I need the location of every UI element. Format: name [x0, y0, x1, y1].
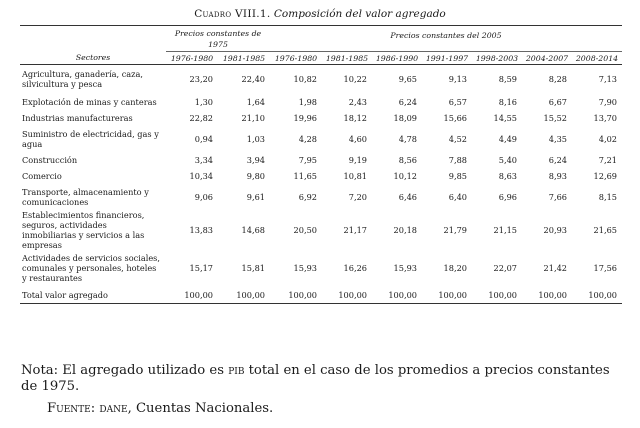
table-row: [20, 184, 622, 210]
value-cell: 21,42: [543, 263, 567, 273]
value-cell: 4,78: [398, 133, 417, 144]
value-cell: 1,64: [246, 96, 265, 107]
value-cell: 9,80: [246, 170, 265, 181]
value-cell: 100,00: [338, 289, 367, 300]
group-header-1975: Precios constantes de 1975: [166, 26, 270, 52]
note-abbr: pib: [228, 363, 245, 378]
period-header: 1981-1985: [325, 53, 369, 63]
value-cell: 5,40: [498, 154, 517, 165]
sector-label: Construcción: [22, 154, 78, 165]
value-cell: 6,57: [448, 96, 467, 107]
sector-label: Total valor agregado: [22, 289, 108, 300]
sector-label: Transporte, almacenamiento y comunicaciones: [22, 186, 149, 207]
table-row: [20, 94, 622, 110]
value-cell: 21,65: [593, 224, 617, 235]
value-cell: 9,65: [398, 74, 417, 85]
value-cell: 8,63: [498, 170, 517, 181]
note-prefix: Nota: El agregado utilizado es: [21, 363, 229, 378]
value-cell: 23,20: [189, 74, 213, 85]
source-abbr: dane: [99, 401, 128, 416]
value-cell: 10,12: [393, 170, 417, 181]
value-cell: 9,06: [194, 191, 213, 202]
value-cell: 15,81: [241, 263, 265, 273]
period-header: 1976-1980: [170, 53, 214, 63]
table-row: [20, 65, 622, 94]
value-cell: 2,43: [348, 96, 367, 107]
value-cell: 9,61: [246, 191, 265, 202]
value-cell: 18,12: [343, 112, 367, 123]
value-cell: 4,35: [548, 133, 567, 144]
value-cell: 6,92: [298, 191, 317, 202]
value-cell: 4,52: [448, 133, 467, 144]
sector-label: Suministro de electricidad, gas y agua: [22, 128, 159, 149]
value-cell: 100,00: [388, 289, 417, 300]
value-cell: 6,67: [548, 96, 567, 107]
value-cell: 8,59: [498, 74, 517, 85]
value-cell: 1,98: [298, 96, 317, 107]
value-cell: 100,00: [236, 289, 265, 300]
value-cell: 1,30: [194, 96, 213, 107]
source-text: , Cuentas Nacionales.: [127, 401, 274, 416]
sector-label: Establecimientos financieros, seguros, actividades inmobiliarias y servicios a las empresas: [22, 209, 145, 250]
value-cell: 10,22: [343, 74, 367, 85]
value-cell: 22,82: [189, 112, 213, 123]
value-cell: 100,00: [588, 289, 617, 300]
value-cell: 10,82: [293, 74, 317, 85]
period-header: 2004-2007: [525, 53, 569, 63]
value-cell: 11,65: [293, 170, 317, 181]
value-cell: 8,28: [548, 74, 567, 85]
sector-label: Agricultura, ganadería, caza, silvicultura y pesca: [22, 69, 143, 90]
sector-label: Industrias manufactureras: [22, 112, 133, 123]
value-cell: 17,56: [593, 263, 617, 273]
value-cell: 21,15: [493, 224, 517, 235]
period-header: 2008-2014: [575, 53, 619, 63]
value-cell: 15,93: [393, 263, 417, 273]
table-row: [20, 168, 622, 184]
period-header: 1998-2003: [475, 53, 519, 63]
source-label: Fuente:: [47, 401, 96, 416]
value-cell: 10,34: [189, 170, 213, 181]
value-cell: 3,94: [246, 154, 265, 165]
value-cell: 100,00: [288, 289, 317, 300]
value-cell: 20,18: [393, 224, 417, 235]
group-header-2005: Precios constantes del 2005: [270, 26, 622, 52]
value-cell: 100,00: [184, 289, 213, 300]
period-header: 1976-1980: [274, 53, 318, 63]
value-cell: 21,17: [343, 224, 367, 235]
table-row: [20, 250, 622, 287]
value-cell: 6,96: [498, 191, 517, 202]
period-header: 1991-1997: [425, 53, 469, 63]
sectors-header: Sectores: [75, 53, 111, 63]
table-row: [20, 126, 622, 152]
table-row: [20, 210, 622, 250]
period-header: 1986-1990: [375, 53, 419, 63]
period-header: 1981-1985: [222, 53, 266, 63]
table-row: [20, 110, 622, 126]
value-cell: 14,55: [493, 112, 517, 123]
value-cell: 21,79: [443, 224, 467, 235]
value-cell: 6,24: [548, 154, 567, 165]
sector-label: Comercio: [22, 170, 62, 181]
value-cell: 8,56: [398, 154, 417, 165]
value-cell: 13,70: [593, 112, 617, 123]
value-cell: 6,40: [448, 191, 467, 202]
value-cell: 19,96: [293, 112, 317, 123]
value-cell: 14,68: [241, 224, 265, 235]
empty-header-cell: [20, 26, 166, 52]
value-cell: 20,50: [293, 224, 317, 235]
sector-label: Explotación de minas y canteras: [22, 96, 157, 107]
value-cell: 13,83: [189, 224, 213, 235]
value-cell: 7,88: [448, 154, 467, 165]
value-cell: 8,93: [548, 170, 567, 181]
value-cell: 9,19: [348, 154, 367, 165]
value-cell: 22,40: [241, 74, 265, 85]
table-row: [20, 287, 622, 304]
value-cell: 7,21: [598, 154, 617, 165]
caption-title: Composición del valor agregado: [273, 8, 446, 20]
value-cell: 4,28: [298, 133, 317, 144]
sector-label: Actividades de servicios sociales, comunales y personales, hoteles y restaurantes: [22, 253, 160, 283]
value-cell: 18,20: [443, 263, 467, 273]
value-cell: 0,94: [194, 133, 213, 144]
value-cell: 22,07: [493, 263, 517, 273]
value-cell: 4,60: [348, 133, 367, 144]
value-cell: 100,00: [538, 289, 567, 300]
table-row: [20, 152, 622, 168]
value-cell: 4,02: [598, 133, 617, 144]
value-cell: 9,85: [448, 170, 467, 181]
value-cell: 15,52: [543, 112, 567, 123]
value-cell: 1,03: [246, 133, 265, 144]
value-cell: 15,17: [189, 263, 213, 273]
value-cell: 15,93: [293, 263, 317, 273]
value-cell: 7,13: [598, 74, 617, 85]
note-suffix: total en el caso de los promedios a precios constantes de 1975.: [21, 363, 610, 394]
value-cell: 8,15: [598, 191, 617, 202]
value-cell: 18,09: [393, 112, 417, 123]
value-cell: 20,93: [543, 224, 567, 235]
value-cell: 4,49: [498, 133, 517, 144]
value-cell: 7,90: [598, 96, 617, 107]
value-cell: 100,00: [488, 289, 517, 300]
value-cell: 7,95: [298, 154, 317, 165]
value-cell: 3,34: [194, 154, 213, 165]
table-note: [21, 363, 621, 395]
value-cell: 8,16: [498, 96, 517, 107]
value-added-table: [20, 25, 622, 304]
value-cell: 9,13: [448, 74, 467, 85]
table-source: [47, 401, 273, 416]
value-cell: 10,81: [343, 170, 367, 181]
value-cell: 7,66: [548, 191, 567, 202]
value-cell: 21,10: [241, 112, 265, 123]
value-cell: 12,69: [593, 170, 617, 181]
value-cell: 15,66: [443, 112, 467, 123]
caption-number: Cuadro VIII.1.: [194, 8, 271, 20]
value-cell: 7,20: [348, 191, 367, 202]
value-cell: 6,24: [398, 96, 417, 107]
value-cell: 100,00: [438, 289, 467, 300]
value-cell: 6,46: [398, 191, 417, 202]
table-caption: [0, 8, 640, 20]
value-cell: 16,26: [343, 263, 367, 273]
